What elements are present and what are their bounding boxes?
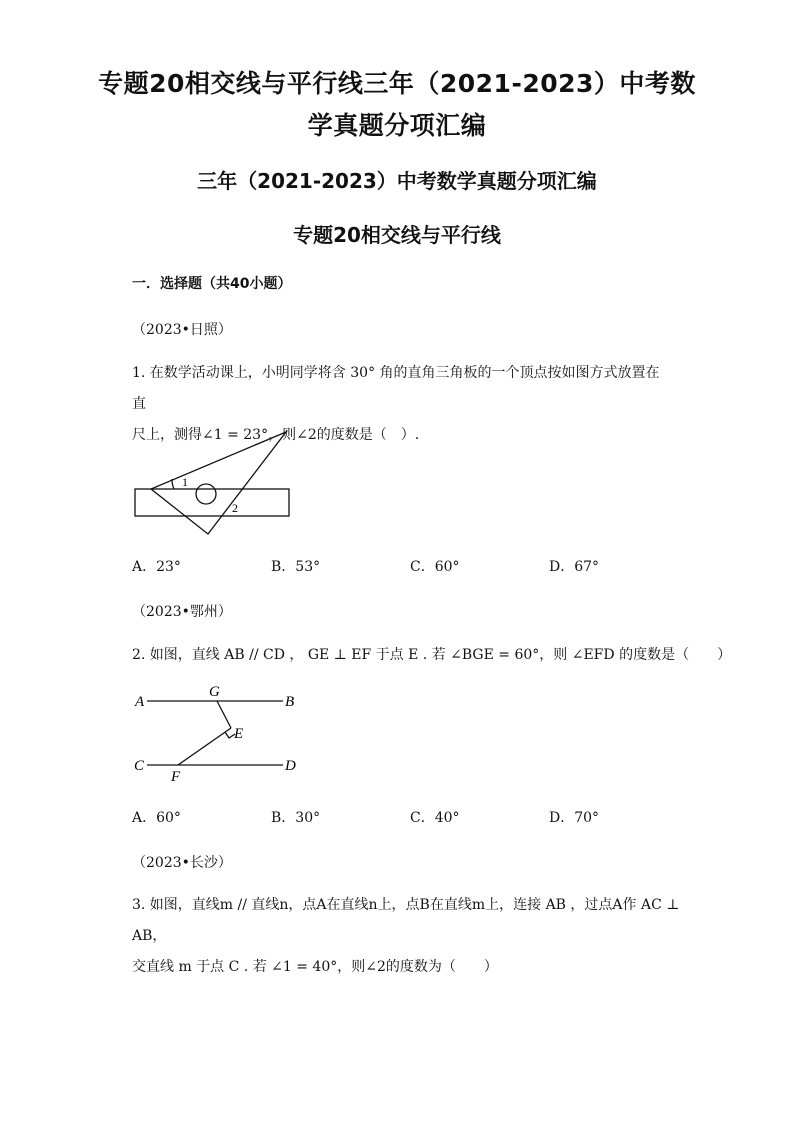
question-1-line2: 尺上，测得∠1 = 23°，则∠2的度数是（ ）. bbox=[132, 427, 420, 443]
document-title-line1: 专题20相交线与平行线三年（2021-2023）中考数 bbox=[98, 69, 696, 98]
option-b[interactable]: B．30° bbox=[271, 810, 321, 826]
topic-title: 专题20相交线与平行线 bbox=[293, 223, 501, 247]
angle-2-label: 2 bbox=[232, 501, 238, 515]
label-d: D bbox=[285, 758, 296, 774]
option-a[interactable]: A．60° bbox=[132, 810, 181, 826]
option-c[interactable]: C．40° bbox=[410, 810, 460, 826]
question-source: （2023•长沙） bbox=[132, 855, 232, 871]
label-e: E bbox=[234, 726, 244, 742]
set-square-hole bbox=[196, 484, 216, 504]
figure-q2-parallel-lines bbox=[125, 680, 315, 790]
label-b: B bbox=[285, 694, 295, 710]
label-c: C bbox=[134, 758, 145, 774]
segment-ef bbox=[178, 728, 231, 765]
segment-ge bbox=[217, 701, 231, 728]
label-a: A bbox=[135, 694, 145, 710]
angle-1-arc bbox=[172, 479, 174, 489]
question-3 bbox=[132, 890, 692, 983]
figure-q1-triangle-ruler bbox=[120, 420, 310, 545]
question-3-line1: 3. 如图，直线m // 直线n，点A在直线n上，点B在直线m上，连接 AB ，过点A作 AC ⊥ AB， bbox=[132, 897, 680, 944]
option-d[interactable]: D．70° bbox=[549, 810, 600, 826]
options-q2 bbox=[132, 807, 692, 827]
question-source: （2023•鄂州） bbox=[132, 604, 232, 620]
question-3-line2: 交直线 m 于点 C . 若 ∠1 = 40°，则∠2的度数为（ ） bbox=[132, 959, 498, 975]
options-q1 bbox=[132, 556, 692, 576]
section-heading: 一．选择题（共40小题） bbox=[132, 276, 292, 292]
question-1-line1: 1. 在数学活动课上，小明同学将含 30° 角的直角三角板的一个顶点按如图方式放置在直 bbox=[132, 365, 660, 412]
label-g: G bbox=[209, 684, 220, 700]
option-c[interactable]: C．60° bbox=[410, 559, 460, 575]
question-2 bbox=[132, 640, 732, 671]
question-source: （2023•日照） bbox=[132, 322, 232, 338]
document-title-line2: 学真题分项汇编 bbox=[307, 111, 487, 140]
question-2-line1: 2. 如图，直线 AB // CD ， GE ⊥ EF 于点 E . 若 ∠BGE = 60°，则 ∠EFD 的度数是（ ） bbox=[132, 647, 732, 663]
label-f: F bbox=[171, 769, 181, 785]
option-d[interactable]: D．67° bbox=[549, 559, 600, 575]
option-b[interactable]: B．53° bbox=[271, 559, 321, 575]
option-a[interactable]: A．23° bbox=[132, 559, 181, 575]
angle-1-label: 1 bbox=[182, 475, 188, 489]
set-square bbox=[151, 432, 286, 534]
document-subtitle: 三年（2021-2023）中考数学真题分项汇编 bbox=[197, 169, 597, 193]
